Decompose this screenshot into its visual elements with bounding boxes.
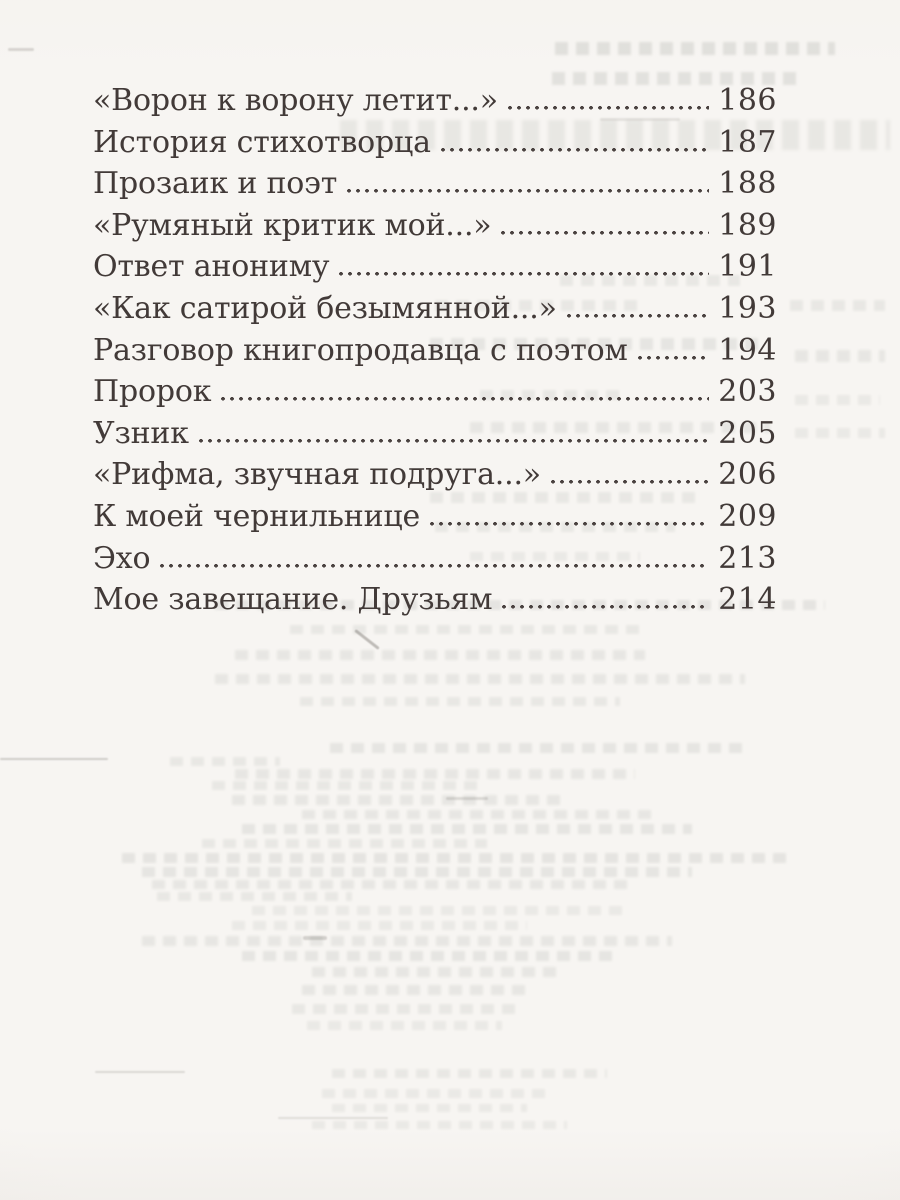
crease-mark [278,1117,388,1119]
toc-entry [93,333,777,375]
toc-entry-page: 194 [718,332,777,368]
toc-entry [93,582,777,624]
bleed-through-text [332,1069,607,1078]
toc-entry-title: Прозаик и поэт [93,166,338,202]
bleed-through-text [157,892,352,901]
toc-entry [93,499,777,541]
bleed-through-text [322,1089,547,1098]
bleed-through-text [215,674,745,684]
crease-mark [8,48,34,51]
toc-entry [93,291,777,333]
bleed-through-text [300,697,620,706]
bleed-through-text [235,769,635,779]
bleed-through-text [235,650,645,660]
dot-leader [566,313,709,318]
bleed-through-text [122,853,792,863]
bleed-through-text [312,1121,567,1129]
toc-entry-title: К моей чернильнице [93,498,421,534]
toc-entry-page: 209 [718,498,777,534]
bleed-through-text [354,629,379,650]
toc-entry-page: 189 [718,207,777,243]
dot-leader [500,230,709,235]
bleed-through-text [242,951,612,961]
toc-entry-title: Узник [93,415,189,451]
toc-entry-title: «Рифма, звучная подруга...» [93,457,541,493]
toc-entry-page: 203 [718,374,777,410]
dot-leader [501,604,709,609]
crease-mark [303,936,327,940]
toc-entry-page: 213 [718,540,777,576]
dot-leader [220,396,709,401]
toc-entry-page: 187 [718,124,777,160]
dot-leader [159,563,709,568]
crease-mark [446,797,488,800]
bleed-through-text [302,985,527,995]
bleed-through-text [142,867,692,877]
table-of-contents [93,83,777,624]
dot-leader [550,479,709,484]
toc-entry [93,83,777,125]
toc-entry-page: 206 [718,457,777,493]
dot-leader [198,438,709,443]
toc-entry [93,416,777,458]
toc-entry-page: 214 [718,582,777,618]
bleed-through-text [242,824,692,834]
crease-mark [0,758,108,760]
bleed-through-text [312,967,557,977]
bleed-through-text [292,1004,517,1014]
bleed-through-text [142,936,672,946]
bleed-through-text [307,1021,502,1030]
bleed-through-text [252,906,622,915]
bleed-through-text [795,395,880,405]
toc-entry-page: 205 [718,415,777,451]
toc-entry-title: Разговор книгопродавца с поэтом [93,332,628,368]
toc-entry [93,541,777,583]
toc-entry [93,249,777,291]
dot-leader [429,521,709,526]
toc-entry-page: 191 [718,249,777,285]
crease-mark [95,1071,185,1073]
toc-entry-page: 188 [718,166,777,202]
bleed-through-text [212,781,477,790]
toc-entry-title: Мое завещание. Друзьям [93,582,493,618]
toc-entry-title: Ответ анониму [93,249,330,285]
dot-leader [346,188,709,193]
bleed-through-text [152,880,632,889]
toc-entry-page: 186 [718,83,777,118]
bleed-through-text [795,350,885,362]
toc-entry-title: «Ворон к ворону летит...» [93,83,498,118]
toc-entry-title: «Румяный критик мой...» [93,207,492,243]
bleed-through-text [790,300,885,311]
toc-entry [93,208,777,250]
toc-entry [93,125,777,167]
dot-leader [338,271,709,276]
dot-leader [637,355,710,360]
toc-entry [93,166,777,208]
toc-entry [93,374,777,416]
toc-entry [93,457,777,499]
bleed-through-text [330,743,750,753]
dot-leader [507,105,709,110]
bleed-through-text [290,625,640,634]
bleed-through-text [302,810,652,819]
bleed-through-text [170,757,280,766]
dot-leader [440,147,709,152]
toc-entry-title: История стихотворца [93,124,431,160]
bleed-through-text [202,839,487,848]
toc-entry-title: «Как сатирой безымянной...» [93,290,557,326]
toc-entry-title: Эхо [93,540,151,576]
bleed-through-text [232,921,527,930]
bleed-through-text [232,795,567,805]
bleed-through-text [555,42,835,55]
toc-entry-page: 193 [718,290,777,326]
bleed-through-text [332,1104,527,1112]
toc-entry-title: Пророк [93,374,212,410]
bleed-through-text [795,428,885,438]
